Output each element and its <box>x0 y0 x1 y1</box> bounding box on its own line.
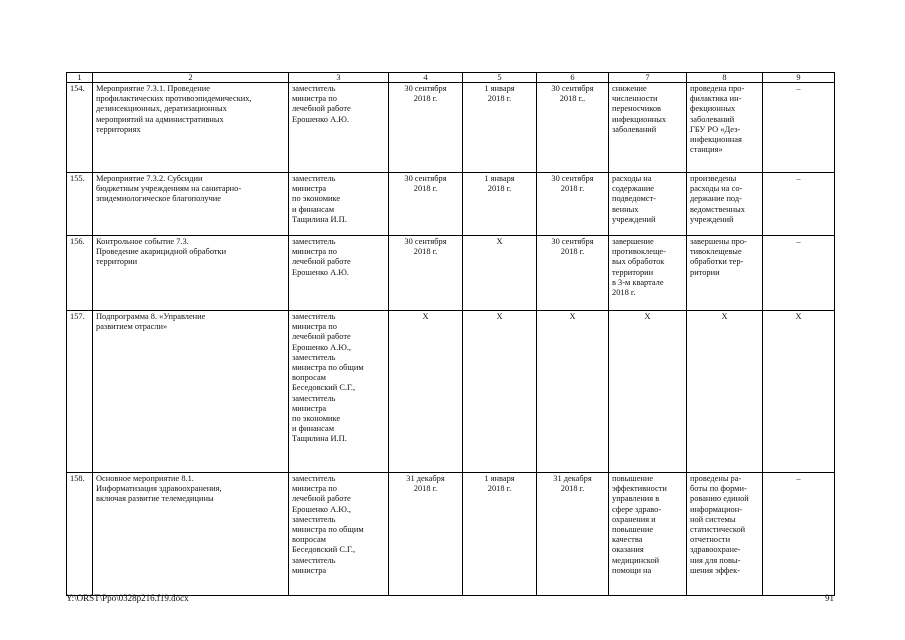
column-header-4: 4 <box>389 73 463 83</box>
column-header-3: 3 <box>289 73 389 83</box>
actual-end-date: 30 сентября 2018 г. <box>537 173 609 236</box>
row-number: 156. <box>67 236 93 311</box>
activity-name: Мероприятие 7.3.1. Проведение профилактических противоэпидемических, дезинсекционных, дератизационных мероприятий на административных территориях <box>93 83 289 173</box>
problems-note: X <box>763 311 835 473</box>
column-header-7: 7 <box>609 73 687 83</box>
activity-name: Мероприятие 7.3.2. Субсидии бюджетным учреждениям на санитарно- эпидемиологическое благополучие <box>93 173 289 236</box>
report-table <box>66 72 835 596</box>
column-header-5: 5 <box>463 73 537 83</box>
file-path: Y:\ORST\Ppo\0328p216.f19.docx <box>66 593 189 603</box>
expected-result: расходы на содержание подведомст- венных учреждений <box>609 173 687 236</box>
actual-end-date: 30 сентября 2018 г.. <box>537 83 609 173</box>
planned-end-date: 31 декабря 2018 г. <box>389 473 463 596</box>
table-row <box>67 473 835 596</box>
table-row <box>67 311 835 473</box>
planned-end-date: 30 сентября 2018 г. <box>389 236 463 311</box>
actual-result: проведена про- филактика ин- фекционных заболеваний ГБУ РО «Дез- инфекционная станция» <box>687 83 763 173</box>
actual-start-date: X <box>463 311 537 473</box>
problems-note: – <box>763 83 835 173</box>
planned-end-date: X <box>389 311 463 473</box>
responsible-person: заместитель министра по лечебной работе Ерошенко А.Ю. <box>289 236 389 311</box>
page-number: 91 <box>825 593 834 603</box>
responsible-person: заместитель министра по экономике и финансам Тащилина И.П. <box>289 173 389 236</box>
actual-result: завершены про- тивоклещевые обработки тер- ритории <box>687 236 763 311</box>
actual-result: проведены ра- боты по форми- рованию единой информацион- ной системы статистической отчетности здравоохране- ния для повы- шения эффек- <box>687 473 763 596</box>
expected-result: повышение эффективности управления в сфере здраво- охранения и повышение качества оказания медицинской помощи на <box>609 473 687 596</box>
table-row <box>67 83 835 173</box>
activity-name: Подпрограмма 8. «Управление развитием отрасли» <box>93 311 289 473</box>
actual-end-date: 31 декабря 2018 г. <box>537 473 609 596</box>
actual-start-date: 1 января 2018 г. <box>463 173 537 236</box>
problems-note: – <box>763 473 835 596</box>
problems-note: – <box>763 173 835 236</box>
activity-name: Контрольное событие 7.3. Проведение акарицидной обработки территории <box>93 236 289 311</box>
table-row <box>67 236 835 311</box>
planned-end-date: 30 сентября 2018 г. <box>389 173 463 236</box>
actual-start-date: X <box>463 236 537 311</box>
problems-note: – <box>763 236 835 311</box>
table-row <box>67 173 835 236</box>
expected-result: снижение численности переносчиков инфекционных заболеваний <box>609 83 687 173</box>
responsible-person: заместитель министра по лечебной работе Ерошенко А.Ю. <box>289 83 389 173</box>
planned-end-date: 30 сентября 2018 г. <box>389 83 463 173</box>
actual-start-date: 1 января 2018 г. <box>463 473 537 596</box>
actual-start-date: 1 января 2018 г. <box>463 83 537 173</box>
expected-result: завершение противоклеще- вых обработок территории в 3-м квартале 2018 г. <box>609 236 687 311</box>
column-header-9: 9 <box>763 73 835 83</box>
table-header-row <box>67 73 835 83</box>
expected-result: X <box>609 311 687 473</box>
column-header-6: 6 <box>537 73 609 83</box>
column-header-2: 2 <box>93 73 289 83</box>
actual-end-date: X <box>537 311 609 473</box>
row-number: 154. <box>67 83 93 173</box>
row-number: 157. <box>67 311 93 473</box>
actual-end-date: 30 сентября 2018 г. <box>537 236 609 311</box>
actual-result: произведены расходы на со- держание под- ведомственных учреждений <box>687 173 763 236</box>
activity-name: Основное мероприятие 8.1. Информатизация здравоохранения, включая развитие телемедицины <box>93 473 289 596</box>
actual-result: X <box>687 311 763 473</box>
responsible-person: заместитель министра по лечебной работе Ерошенко А.Ю., заместитель министра по общим вопросам Беседовский С.Г., заместитель министра по экономике и финансам Тащилина И.П. <box>289 311 389 473</box>
column-header-8: 8 <box>687 73 763 83</box>
row-number: 158. <box>67 473 93 596</box>
column-header-1: 1 <box>67 73 93 83</box>
responsible-person: заместитель министра по лечебной работе Ерошенко А.Ю., заместитель министра по общим вопросам Беседовский С.Г., заместитель министра <box>289 473 389 596</box>
row-number: 155. <box>67 173 93 236</box>
